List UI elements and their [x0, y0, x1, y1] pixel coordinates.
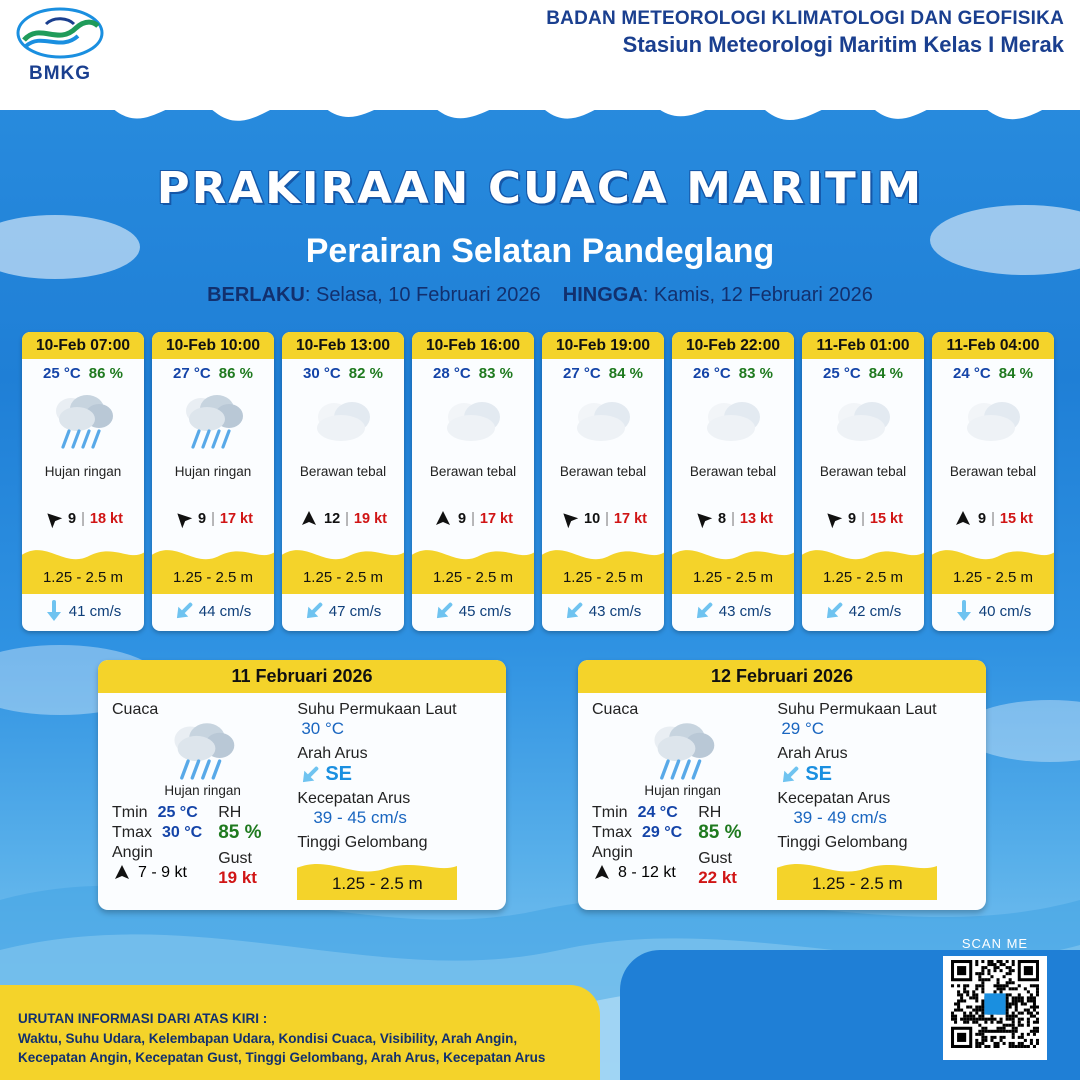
- weather-icon-wrap: [592, 719, 773, 787]
- tinggi-gelombang-label: Tinggi Gelombang: [777, 834, 908, 851]
- cloudy-thick-icon: [698, 395, 768, 451]
- valid-from-value: : Selasa, 10 Februari 2026: [304, 284, 541, 306]
- wind-direction-arrow-icon: [40, 506, 67, 533]
- header-titles: [546, 8, 1064, 58]
- humidity-gust-block: [698, 804, 741, 888]
- current-direction-arrow-icon: [776, 760, 804, 788]
- wave-height: 1.25 - 2.5 m: [562, 569, 644, 586]
- weather-icon-wrap: [542, 384, 664, 462]
- weather-icon-wrap: [282, 384, 404, 462]
- current-speed: 47 cm/s: [328, 602, 382, 620]
- relative-humidity: 84 %: [998, 365, 1033, 382]
- gust-value: 19 kt: [218, 868, 257, 887]
- wave-height-value: 1.25 - 2.5 m: [331, 874, 423, 893]
- current-direction-arrow-icon: [45, 600, 63, 622]
- arah-arus-label: Arah Arus: [297, 745, 368, 762]
- sst-label: Suhu Permukaan Laut: [297, 701, 457, 718]
- legend-text: [18, 1009, 588, 1068]
- rh-label: RH: [698, 804, 722, 821]
- weather-condition: Berawan tebal: [689, 464, 777, 479]
- cloudy-thick-icon: [828, 395, 898, 451]
- air-temperature: 28 °C: [433, 365, 471, 382]
- daily-right-column: [773, 701, 972, 900]
- temp-humidity-row: [802, 359, 924, 384]
- current-direction-arrow-icon: [955, 600, 973, 622]
- daily-left-column: [112, 701, 293, 900]
- hourly-forecast-card: [22, 332, 144, 631]
- air-temperature: 26 °C: [693, 365, 731, 382]
- current-speed: 42 cm/s: [848, 602, 902, 620]
- current-direction-row: [781, 763, 972, 786]
- cloudy-thick-icon: [958, 395, 1028, 451]
- wind-direction-arrow-icon: [820, 506, 847, 533]
- wind-speed: 17 kt: [219, 511, 253, 527]
- current-speed: 45 cm/s: [458, 602, 512, 620]
- weather-condition: Hujan ringan: [44, 464, 122, 479]
- wave-height-band: [152, 538, 274, 594]
- current-row: [932, 594, 1054, 631]
- temp-humidity-row: [412, 359, 534, 384]
- current-row: [22, 594, 144, 631]
- temperature-block: [592, 804, 682, 888]
- cloudy-thick-icon: [568, 395, 638, 451]
- sst-value: 30 °C: [301, 719, 345, 738]
- air-temperature: 25 °C: [43, 365, 81, 382]
- wave-height: 1.25 - 2.5 m: [42, 569, 124, 586]
- angin-label: Angin: [112, 844, 153, 861]
- wind-value-row: [592, 864, 682, 882]
- tmin-value: 24 °C: [637, 804, 678, 821]
- current-speed-value: 39 - 49 cm/s: [793, 808, 887, 827]
- wind-separator: |: [731, 511, 735, 527]
- wave-height-band: [777, 854, 972, 900]
- tmin-label: Tmin: [592, 804, 628, 821]
- wind-row: [152, 498, 274, 538]
- rh-value: 85 %: [698, 822, 742, 843]
- wind-separator: |: [605, 511, 609, 527]
- wind-speed: 13 kt: [739, 511, 773, 527]
- wind-separator: |: [345, 511, 349, 527]
- bmkg-logo: [12, 6, 108, 85]
- valid-to-label: HINGGA: [562, 284, 643, 306]
- wind-direction-arrow-icon: [690, 506, 717, 533]
- forecast-time: 11-Feb 01:00: [802, 332, 924, 359]
- wind-direction-arrow-icon: [434, 509, 452, 529]
- current-direction-arrow-icon: [170, 597, 198, 625]
- wave-height: 1.25 - 2.5 m: [952, 569, 1034, 586]
- tmax-label: Tmax: [592, 824, 632, 841]
- current-speed: 44 cm/s: [198, 602, 252, 620]
- daily-date: 11 Februari 2026: [98, 660, 506, 693]
- relative-humidity: 82 %: [348, 365, 383, 382]
- air-temperature: 27 °C: [173, 365, 211, 382]
- wind-row: [282, 498, 404, 538]
- gust-label: Gust: [698, 850, 732, 867]
- page-subtitle: Perairan Selatan Pandeglang: [305, 232, 775, 270]
- wind-direction-arrow-icon: [300, 509, 318, 529]
- forecast-time: 10-Feb 10:00: [152, 332, 274, 359]
- weather-icon-wrap: [152, 384, 274, 462]
- wind-row: [802, 498, 924, 538]
- arah-arus-label: Arah Arus: [777, 745, 848, 762]
- forecast-time: 10-Feb 07:00: [22, 332, 144, 359]
- wind-direction-arrow-icon: [170, 506, 197, 533]
- temp-humidity-row: [282, 359, 404, 384]
- daily-forecast-panel: [98, 660, 506, 910]
- tmin-label: Tmin: [112, 804, 148, 821]
- wind-row: [542, 498, 664, 538]
- bmkg-logo-mark: [16, 6, 104, 60]
- tmin-value: 25 °C: [157, 804, 198, 821]
- cloudy-thick-icon: [308, 395, 378, 451]
- station-name: Stasiun Meteorologi Maritim Kelas I Merak: [622, 32, 1064, 57]
- current-direction-value: SE: [325, 763, 352, 785]
- cloudy-thick-icon: [438, 395, 508, 451]
- wind-direction-value: 9: [458, 511, 467, 527]
- scan-me-label: SCAN ME: [961, 936, 1029, 951]
- temp-humidity-row: [932, 359, 1054, 384]
- wave-height: 1.25 - 2.5 m: [172, 569, 254, 586]
- wind-direction-value: 12: [324, 511, 341, 527]
- wind-direction-value: 9: [978, 511, 987, 527]
- kecepatan-arus-label: Kecepatan Arus: [297, 790, 411, 807]
- temp-humidity-row: [672, 359, 794, 384]
- rain-light-icon: [177, 389, 249, 457]
- wind-speed: 19 kt: [353, 511, 387, 527]
- weather-icon-wrap: [22, 384, 144, 462]
- weather-condition: Hujan ringan: [644, 783, 721, 798]
- hourly-forecast-card: [542, 332, 664, 631]
- wave-height-band: [542, 538, 664, 594]
- bmkg-logo-text: BMKG: [28, 63, 92, 84]
- weather-condition: Hujan ringan: [164, 783, 241, 798]
- hourly-forecast-row: [22, 332, 1062, 631]
- daily-forecast-panel: [578, 660, 986, 910]
- current-row: [672, 594, 794, 631]
- hourly-forecast-card: [802, 332, 924, 631]
- top-wave-decoration: [0, 60, 1080, 130]
- relative-humidity: 83 %: [478, 365, 513, 382]
- wind-direction-value: 9: [68, 511, 77, 527]
- gust-value: 22 kt: [698, 868, 737, 887]
- relative-humidity: 84 %: [868, 365, 903, 382]
- weather-icon-wrap: [412, 384, 534, 462]
- current-direction-arrow-icon: [430, 597, 458, 625]
- legend-line-1: Waktu, Suhu Udara, Kelembapan Udara, Kondisi Cuaca, Visibility, Arah Angin,: [18, 1030, 518, 1046]
- wave-height-band: [22, 538, 144, 594]
- current-row: [802, 594, 924, 631]
- angin-label: Angin: [592, 844, 633, 861]
- valid-from-label: BERLAKU: [207, 284, 305, 306]
- legend-title: URUTAN INFORMASI DARI ATAS KIRI :: [18, 1011, 268, 1027]
- forecast-time: 11-Feb 04:00: [932, 332, 1054, 359]
- wave-height-band: [802, 538, 924, 594]
- rain-light-icon: [645, 717, 721, 788]
- current-row: [542, 594, 664, 631]
- daily-left-column: [592, 701, 773, 900]
- current-speed: 41 cm/s: [68, 602, 122, 620]
- tmax-value: 29 °C: [642, 824, 683, 841]
- wave-height-band: [297, 854, 492, 900]
- forecast-time: 10-Feb 22:00: [672, 332, 794, 359]
- air-temperature: 30 °C: [303, 365, 341, 382]
- tmax-label: Tmax: [112, 824, 152, 841]
- wave-height-band: [672, 538, 794, 594]
- temp-humidity-row: [542, 359, 664, 384]
- wave-height-band: [282, 538, 404, 594]
- wind-direction-arrow-icon: [113, 863, 131, 883]
- qr-code[interactable]: [943, 956, 1047, 1060]
- tinggi-gelombang-label: Tinggi Gelombang: [297, 834, 428, 851]
- wind-separator: |: [991, 511, 995, 527]
- wind-value-row: [112, 864, 202, 882]
- tmax-value: 30 °C: [162, 824, 203, 841]
- weather-condition: Berawan tebal: [949, 464, 1037, 479]
- validity-period: [0, 284, 1080, 307]
- wind-speed: 17 kt: [479, 511, 513, 527]
- wind-direction-arrow-icon: [954, 509, 972, 529]
- wind-speed-range: 8 - 12 kt: [618, 864, 676, 881]
- wind-row: [22, 498, 144, 538]
- temp-humidity-row: [152, 359, 274, 384]
- hourly-forecast-card: [412, 332, 534, 631]
- weather-condition: Berawan tebal: [429, 464, 517, 479]
- hourly-forecast-card: [282, 332, 404, 631]
- valid-to-value: : Kamis, 12 Februari 2026: [642, 284, 873, 306]
- rain-light-icon: [47, 389, 119, 457]
- wind-row: [112, 844, 202, 862]
- current-row: [152, 594, 274, 631]
- qr-code-image: [951, 960, 1039, 1048]
- current-direction-arrow-icon: [820, 597, 848, 625]
- forecast-time: 10-Feb 16:00: [412, 332, 534, 359]
- current-row: [412, 594, 534, 631]
- agency-name: BADAN METEOROLOGI KLIMATOLOGI DAN GEOFISIKA: [546, 8, 1064, 29]
- hourly-forecast-card: [152, 332, 274, 631]
- weather-icon-wrap: [932, 384, 1054, 462]
- weather-icon-wrap: [802, 384, 924, 462]
- air-temperature: 25 °C: [823, 365, 861, 382]
- current-speed: 40 cm/s: [978, 602, 1032, 620]
- temperature-block: [112, 804, 202, 888]
- current-row: [282, 594, 404, 631]
- wind-direction-value: 9: [198, 511, 207, 527]
- wind-speed-range: 7 - 9 kt: [138, 864, 187, 881]
- wave-height: 1.25 - 2.5 m: [302, 569, 384, 586]
- wind-direction-arrow-icon: [556, 506, 583, 533]
- daily-date: 12 Februari 2026: [578, 660, 986, 693]
- wind-row: [672, 498, 794, 538]
- current-direction-arrow-icon: [690, 597, 718, 625]
- wind-separator: |: [211, 511, 215, 527]
- current-direction-value: SE: [805, 763, 832, 785]
- cuaca-label: Cuaca: [112, 701, 159, 718]
- current-speed-value: 39 - 45 cm/s: [313, 808, 407, 827]
- forecast-time: 10-Feb 13:00: [282, 332, 404, 359]
- hourly-forecast-card: [932, 332, 1054, 631]
- hourly-forecast-card: [672, 332, 794, 631]
- weather-condition: Hujan ringan: [174, 464, 252, 479]
- wind-direction-value: 10: [584, 511, 601, 527]
- forecast-time: 10-Feb 19:00: [542, 332, 664, 359]
- wave-height-value: 1.25 - 2.5 m: [811, 874, 903, 893]
- wind-speed: 17 kt: [613, 511, 647, 527]
- current-direction-row: [301, 763, 492, 786]
- wind-separator: |: [81, 511, 85, 527]
- wind-speed: 18 kt: [89, 511, 123, 527]
- daily-forecast-row: [98, 660, 986, 910]
- wave-height: 1.25 - 2.5 m: [432, 569, 514, 586]
- weather-condition: Berawan tebal: [819, 464, 907, 479]
- wave-height-band: [412, 538, 534, 594]
- gust-label: Gust: [218, 850, 252, 867]
- wind-row: [592, 844, 682, 862]
- current-direction-arrow-icon: [296, 760, 324, 788]
- wind-row: [932, 498, 1054, 538]
- kecepatan-arus-label: Kecepatan Arus: [777, 790, 891, 807]
- wave-height: 1.25 - 2.5 m: [692, 569, 774, 586]
- wind-row: [412, 498, 534, 538]
- daily-right-column: [293, 701, 492, 900]
- scan-me-block: [940, 936, 1050, 1060]
- rh-label: RH: [218, 804, 242, 821]
- wind-direction-value: 8: [718, 511, 727, 527]
- rh-value: 85 %: [218, 822, 262, 843]
- relative-humidity: 84 %: [608, 365, 643, 382]
- current-direction-arrow-icon: [560, 597, 588, 625]
- wind-direction-arrow-icon: [593, 863, 611, 883]
- relative-humidity: 83 %: [738, 365, 773, 382]
- wind-separator: |: [861, 511, 865, 527]
- air-temperature: 27 °C: [563, 365, 601, 382]
- weather-condition: Berawan tebal: [299, 464, 387, 479]
- wind-separator: |: [471, 511, 475, 527]
- weather-icon-wrap: [672, 384, 794, 462]
- temp-humidity-row: [22, 359, 144, 384]
- relative-humidity: 86 %: [218, 365, 253, 382]
- weather-condition: Berawan tebal: [559, 464, 647, 479]
- current-speed: 43 cm/s: [588, 602, 642, 620]
- sst-label: Suhu Permukaan Laut: [777, 701, 937, 718]
- wind-speed: 15 kt: [869, 511, 903, 527]
- humidity-gust-block: [218, 804, 261, 888]
- rain-light-icon: [165, 717, 241, 788]
- current-direction-arrow-icon: [300, 597, 328, 625]
- wave-height-band: [932, 538, 1054, 594]
- air-temperature: 24 °C: [953, 365, 991, 382]
- sst-value: 29 °C: [781, 719, 825, 738]
- page-title: PRAKIRAAN CUACA MARITIM: [156, 163, 924, 214]
- cuaca-label: Cuaca: [592, 701, 639, 718]
- current-speed: 43 cm/s: [718, 602, 772, 620]
- relative-humidity: 86 %: [88, 365, 123, 382]
- weather-icon-wrap: [112, 719, 293, 787]
- wave-height: 1.25 - 2.5 m: [822, 569, 904, 586]
- legend-line-2: Kecepatan Angin, Kecepatan Gust, Tinggi Gelombang, Arah Arus, Kecepatan Arus: [18, 1050, 546, 1066]
- wind-direction-value: 9: [848, 511, 857, 527]
- wind-speed: 15 kt: [999, 511, 1033, 527]
